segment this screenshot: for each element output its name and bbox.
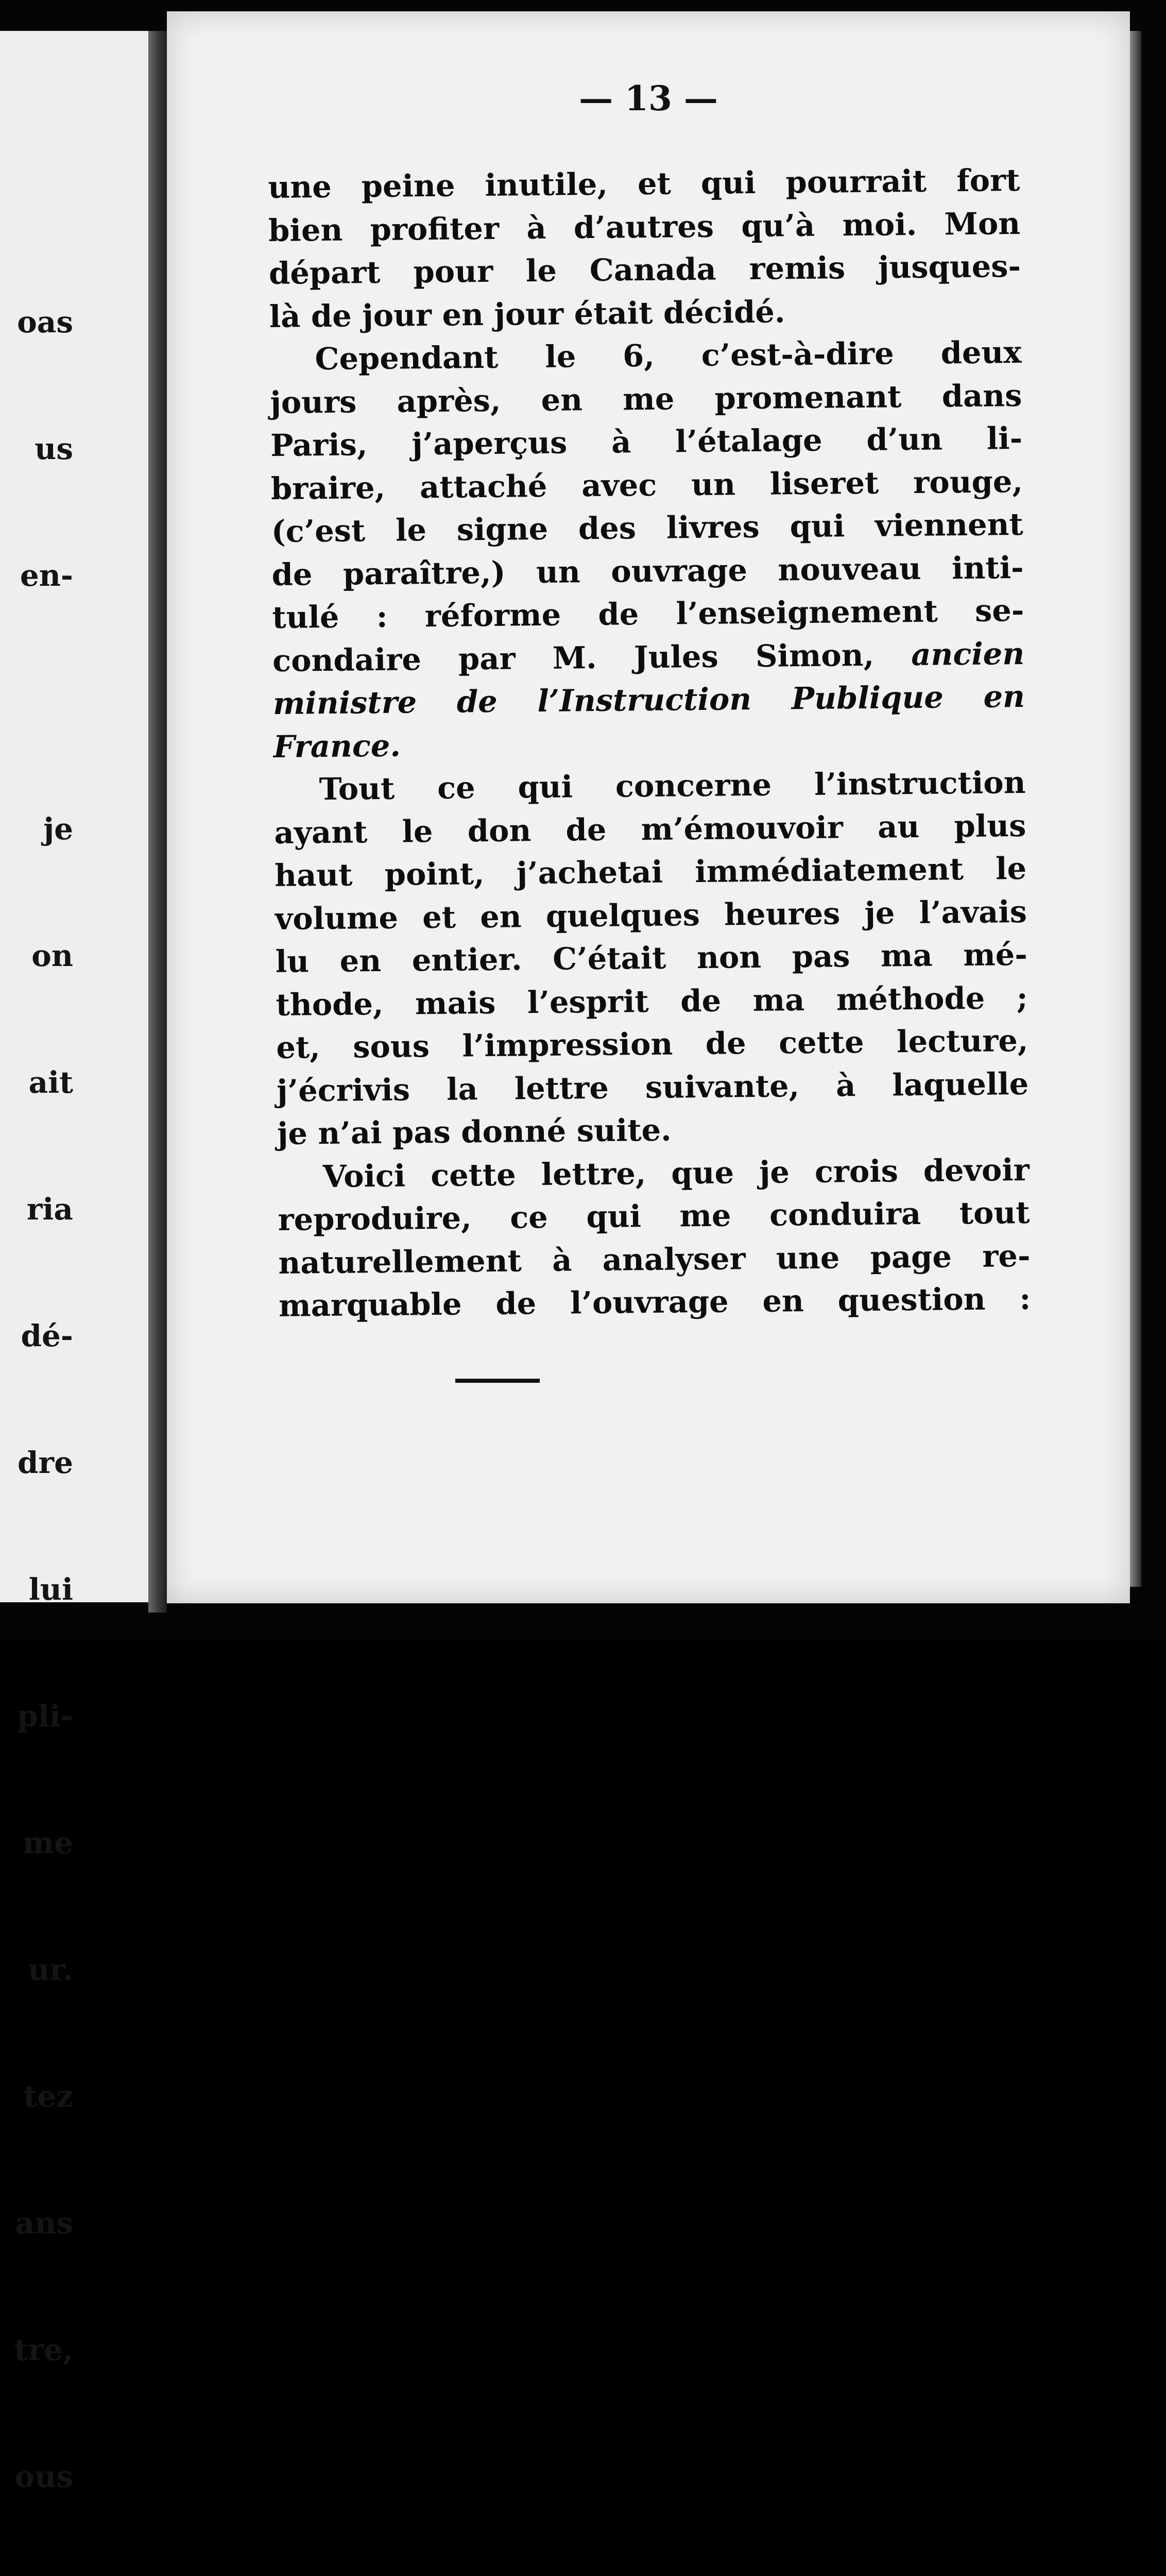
left-fragment	[0, 681, 73, 723]
text-line: je n’ai pas donné suite.	[277, 1112, 672, 1151]
page-number: — 13 —	[579, 78, 718, 118]
left-fragment: ous	[14, 2459, 73, 2494]
text-line: départ pour le Canada remis jusques-	[268, 248, 1021, 291]
text-line: volume et en quelques heures je l’avais	[275, 893, 1027, 937]
left-fragment: us	[35, 431, 73, 466]
page-edge	[1130, 31, 1141, 1587]
text-line: ayant le don de m’émouvoir au plus	[274, 807, 1026, 851]
text-line: marquable de l’ouvrage en question :	[278, 1280, 1031, 1324]
text-line: Paris, j’aperçus à l’étalage d’un li-	[270, 420, 1023, 463]
left-fragment: je	[43, 811, 73, 846]
text-line: Cependant le 6, c’est-à-dire deux	[315, 334, 1022, 377]
left-fragment: lui	[28, 1572, 73, 1607]
text-line-roman: condaire par M. Jules Simon,	[272, 636, 912, 679]
text-line: Voici cette lettre, que je crois devoir	[322, 1151, 1030, 1194]
left-fragment: ur.	[28, 1952, 73, 1987]
text-line: j’écrivis la lettre suivante, à laquelle	[276, 1065, 1029, 1109]
left-fragment: en-	[20, 558, 73, 593]
left-fragment: tre,	[14, 2332, 73, 2367]
text-line	[272, 632, 1025, 682]
text-line: tulé : réforme de l’enseignement se-	[272, 592, 1024, 635]
text-line: bien profiter à d’autres qu’à moi. Mon	[268, 205, 1021, 248]
left-fragment: dé-	[21, 1318, 73, 1353]
text-line: reproduire, ce qui me conduira tout	[278, 1194, 1030, 1238]
end-rule	[455, 1379, 540, 1383]
left-page	[0, 31, 149, 2494]
text-line: jours après, en me promenant dans	[270, 377, 1022, 420]
left-fragment: me	[22, 1825, 73, 1860]
text-line: France.	[273, 727, 401, 765]
text-line: braire, attaché avec un liseret rouge,	[270, 463, 1023, 506]
text-line: haut point, j’achetai immédiatement le	[274, 850, 1027, 893]
text-line: naturellement à analyser une page re-	[278, 1238, 1031, 1281]
text-line: lu en entier. C’était non pas ma mé-	[275, 936, 1028, 979]
left-fragment: ans	[15, 2206, 73, 2241]
text-line: une peine inutile, et qui pourrait fort	[268, 162, 1020, 205]
text-line: de paraître,) un ouvrage nouveau inti-	[271, 549, 1024, 592]
left-fragment: dre	[17, 1445, 73, 1480]
text-line: ministre de l’Instruction Publique en	[272, 678, 1025, 721]
text-line: (c’est le signe des livres qui viennent	[271, 506, 1024, 549]
text-line: là de jour en jour était décidé.	[269, 293, 785, 334]
text-line-italic: ancien	[911, 635, 1025, 672]
left-fragment: tez	[23, 2079, 73, 2114]
text-line: Tout ce qui concerne l’instruction	[319, 764, 1026, 807]
book-gutter	[148, 31, 167, 1613]
left-fragment: on	[31, 938, 73, 973]
body-text	[268, 159, 1031, 1327]
text-line: thode, mais l’esprit de ma méthode ;	[276, 979, 1028, 1023]
text-line: et, sous l’impression de cette lecture,	[276, 1022, 1028, 1065]
left-fragment: ait	[28, 1065, 73, 1100]
page	[167, 11, 1130, 1603]
left-page-text-fragments	[0, 216, 73, 2576]
left-fragment: pli-	[17, 1699, 73, 1734]
left-fragment: ria	[26, 1192, 73, 1227]
left-fragment: oas	[17, 304, 73, 340]
